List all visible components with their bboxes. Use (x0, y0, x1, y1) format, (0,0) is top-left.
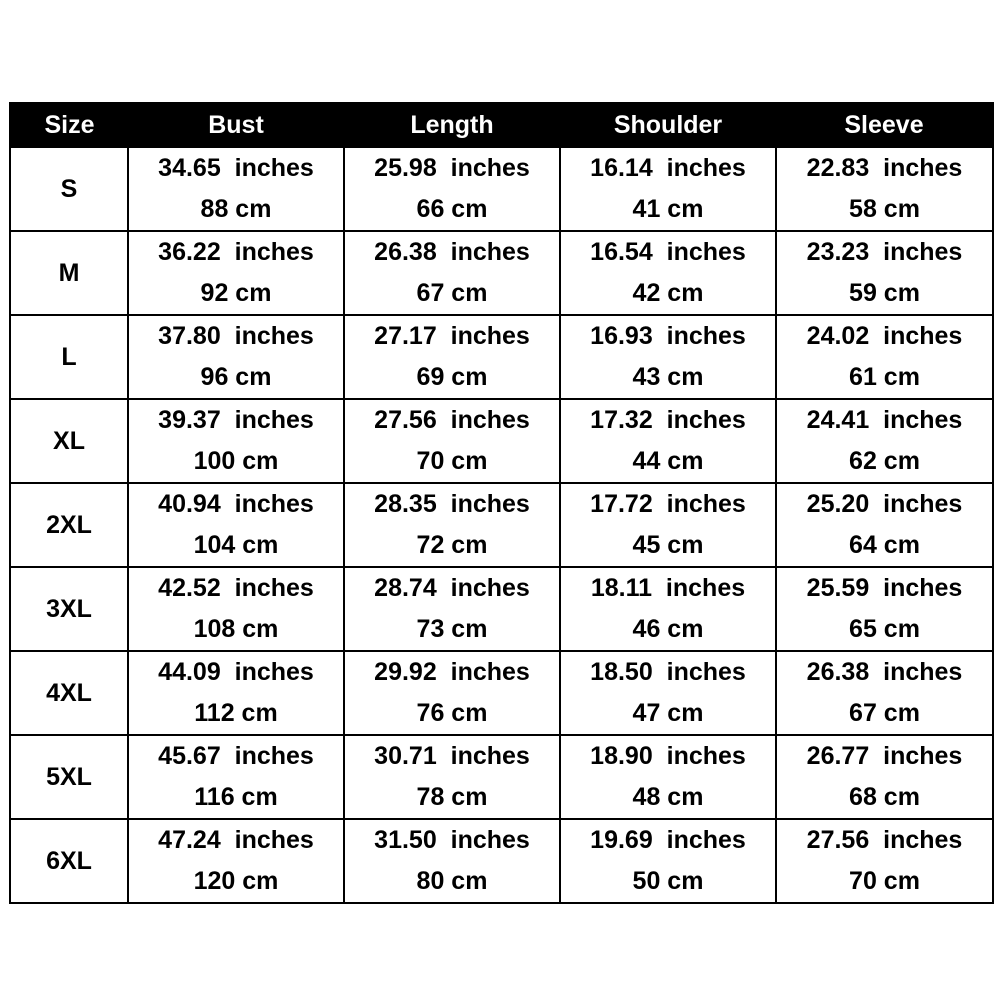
shoulder-cm-value: 42 cm (632, 279, 704, 307)
length-inches-value: 27.17 inches (374, 322, 530, 350)
sleeve-inches-value: 26.77 inches (806, 742, 963, 770)
size-label-cell: 5XL (10, 735, 128, 819)
length-cm-value: 73 cm (416, 615, 488, 643)
length-cm-value: 78 cm (416, 783, 488, 811)
length-cm-value: 76 cm (416, 699, 488, 727)
shoulder-cell (560, 147, 776, 231)
bust-cell (128, 567, 344, 651)
shoulder-cm-value: 45 cm (632, 531, 704, 559)
bust-cell (128, 651, 344, 735)
shoulder-inches-value: 19.69 inches (590, 826, 746, 854)
bust-cell (128, 735, 344, 819)
header-sleeve: Sleeve (776, 103, 993, 147)
shoulder-cell (560, 819, 776, 903)
sleeve-cm-value: 70 cm (849, 867, 920, 895)
shoulder-inches-value: 17.32 inches (590, 406, 746, 434)
shoulder-inches-value: 18.50 inches (590, 658, 746, 686)
shoulder-cm-value: 46 cm (632, 615, 704, 643)
shoulder-inches-value: 16.93 inches (590, 322, 746, 350)
table-row (10, 735, 993, 819)
shoulder-cm-value: 47 cm (632, 699, 704, 727)
length-cell (344, 315, 560, 399)
shoulder-inches-value: 18.90 inches (590, 742, 746, 770)
length-inches-value: 29.92 inches (374, 658, 530, 686)
bust-cell (128, 147, 344, 231)
length-cell (344, 651, 560, 735)
header-row (10, 103, 993, 147)
bust-cm-value: 96 cm (200, 363, 272, 391)
length-inches-value: 30.71 inches (374, 742, 530, 770)
table-row (10, 231, 993, 315)
sleeve-cm-value: 62 cm (849, 447, 920, 475)
length-inches-value: 31.50 inches (374, 826, 530, 854)
length-cm-value: 67 cm (416, 279, 488, 307)
bust-inches-value: 42.52 inches (158, 574, 314, 602)
size-label-cell: XL (10, 399, 128, 483)
length-inches-value: 26.38 inches (374, 238, 530, 266)
header-shoulder: Shoulder (560, 103, 776, 147)
bust-cm-value: 92 cm (200, 279, 272, 307)
length-inches-value: 27.56 inches (374, 406, 530, 434)
bust-cell (128, 483, 344, 567)
length-cell (344, 735, 560, 819)
sleeve-inches-value: 24.41 inches (806, 406, 963, 434)
size-label-cell: 6XL (10, 819, 128, 903)
bust-cm-value: 120 cm (193, 867, 279, 895)
length-cm-value: 66 cm (416, 195, 488, 223)
table-row (10, 399, 993, 483)
sleeve-cm-value: 67 cm (849, 699, 920, 727)
length-cell (344, 819, 560, 903)
length-inches-value: 28.74 inches (374, 574, 530, 602)
size-label-cell: 2XL (10, 483, 128, 567)
table-row (10, 483, 993, 567)
bust-inches-value: 37.80 inches (158, 322, 314, 350)
size-label-cell: 3XL (10, 567, 128, 651)
shoulder-cm-value: 43 cm (632, 363, 704, 391)
sleeve-cm-value: 59 cm (849, 279, 920, 307)
table-row (10, 819, 993, 903)
length-cm-value: 70 cm (416, 447, 488, 475)
sleeve-cm-value: 68 cm (849, 783, 920, 811)
length-inches-value: 25.98 inches (374, 154, 530, 182)
shoulder-cell (560, 315, 776, 399)
bust-inches-value: 34.65 inches (158, 154, 314, 182)
header-bust: Bust (128, 103, 344, 147)
size-chart-table (9, 102, 994, 904)
sleeve-cell (776, 315, 993, 399)
shoulder-inches-value: 18.11 inches (590, 574, 746, 602)
bust-inches-value: 40.94 inches (158, 490, 314, 518)
size-label-cell: L (10, 315, 128, 399)
shoulder-inches-value: 16.14 inches (590, 154, 746, 182)
length-cm-value: 69 cm (416, 363, 488, 391)
table-row (10, 147, 993, 231)
shoulder-cm-value: 44 cm (632, 447, 704, 475)
shoulder-cm-value: 48 cm (632, 783, 704, 811)
shoulder-cm-value: 50 cm (632, 867, 704, 895)
length-cm-value: 72 cm (416, 531, 488, 559)
sleeve-cell (776, 819, 993, 903)
sleeve-cell (776, 231, 993, 315)
shoulder-inches-value: 16.54 inches (590, 238, 746, 266)
shoulder-cell (560, 399, 776, 483)
bust-cell (128, 315, 344, 399)
shoulder-cell (560, 483, 776, 567)
length-cell (344, 147, 560, 231)
table-body (10, 147, 993, 903)
shoulder-cm-value: 41 cm (632, 195, 704, 223)
header-length: Length (344, 103, 560, 147)
size-label-cell: M (10, 231, 128, 315)
length-inches-value: 28.35 inches (374, 490, 530, 518)
header-size: Size (10, 103, 128, 147)
sleeve-inches-value: 26.38 inches (806, 658, 963, 686)
table-row (10, 315, 993, 399)
sleeve-cm-value: 65 cm (849, 615, 920, 643)
sleeve-cm-value: 58 cm (849, 195, 920, 223)
length-cm-value: 80 cm (416, 867, 488, 895)
size-label-cell: S (10, 147, 128, 231)
sleeve-inches-value: 22.83 inches (806, 154, 963, 182)
sleeve-cell (776, 651, 993, 735)
shoulder-inches-value: 17.72 inches (590, 490, 746, 518)
bust-cell (128, 399, 344, 483)
sleeve-inches-value: 27.56 inches (806, 826, 963, 854)
bust-inches-value: 47.24 inches (158, 826, 314, 854)
bust-cell (128, 819, 344, 903)
sleeve-inches-value: 25.59 inches (806, 574, 963, 602)
sleeve-cell (776, 735, 993, 819)
shoulder-cell (560, 567, 776, 651)
table-row (10, 567, 993, 651)
sleeve-inches-value: 25.20 inches (806, 490, 963, 518)
shoulder-cell (560, 231, 776, 315)
bust-inches-value: 45.67 inches (158, 742, 314, 770)
bust-cm-value: 116 cm (194, 783, 278, 811)
sleeve-inches-value: 23.23 inches (806, 238, 963, 266)
size-label-cell: 4XL (10, 651, 128, 735)
bust-cm-value: 88 cm (200, 195, 272, 223)
bust-inches-value: 44.09 inches (158, 658, 314, 686)
table-row (10, 651, 993, 735)
sleeve-cell (776, 399, 993, 483)
length-cell (344, 483, 560, 567)
bust-cm-value: 108 cm (193, 615, 279, 643)
bust-cell (128, 231, 344, 315)
bust-inches-value: 39.37 inches (158, 406, 314, 434)
shoulder-cell (560, 651, 776, 735)
length-cell (344, 399, 560, 483)
shoulder-cell (560, 735, 776, 819)
sleeve-cell (776, 567, 993, 651)
bust-cm-value: 100 cm (193, 447, 279, 475)
sleeve-inches-value: 24.02 inches (806, 322, 963, 350)
bust-cm-value: 104 cm (193, 531, 279, 559)
sleeve-cm-value: 64 cm (849, 531, 920, 559)
bust-inches-value: 36.22 inches (158, 238, 314, 266)
sleeve-cell (776, 483, 993, 567)
length-cell (344, 567, 560, 651)
bust-cm-value: 112 cm (194, 699, 278, 727)
sleeve-cm-value: 61 cm (849, 363, 920, 391)
sleeve-cell (776, 147, 993, 231)
length-cell (344, 231, 560, 315)
